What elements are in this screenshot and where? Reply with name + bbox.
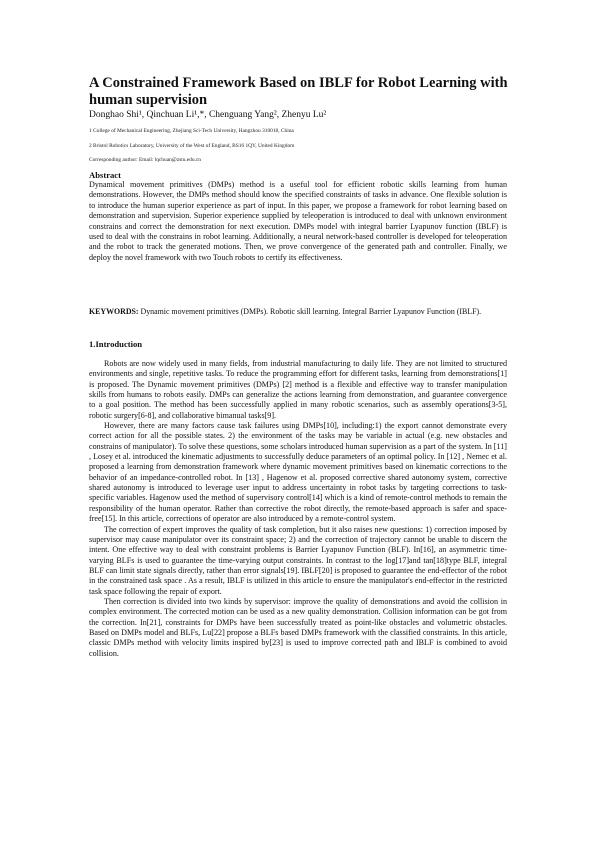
- abstract-text: Dynamical movement primitives (DMPs) method is a useful tool for efficient robotic skills learning from human demonstrations. However, the DMPs method should know the specified constraints of tasks in advance. One flexible solution is to introduce the human superior experience as part of input. In this paper, we propose a framework for robot learning based on demonstration and supervision. Superior experience supplied by teleoperation is introduced to deal with unknown environment constrains and correct the demonstration for next execution. DMPs model with integral barrier Lyapunov function (IBLF) is used to deal with the constrains in robot learning. Additionally, a neural network-based controller is developed for teleoperation and the robot to track the generated motions. Then, we prove convergence of the generated path and controller. Finally, we deploy the novel framework with two Touch robots to certify its effectiveness.: [89, 180, 507, 262]
- section-heading-introduction: 1.Introduction: [89, 339, 143, 349]
- paragraph: However, there are many factors cause task failures using DMPs[10], including:1) the export cannot demonstrate every correct action for all the possible states. 2) the environment of the tasks may be variable in actual (e.g. new obstacles and constrains of manipulator). To solve these questions, some scholars introduced human supervision as a part of the system. In [11] , Losey et al. introduced the kinematic adjustments to successfully deduce parameters of an optimal policy. In [12] , Nemec et al. proposed a learning from demonstration framework where dynamic movement primitives based on kinematic corrections to the behavior of an impedance-controlled robot. In [13] , Hagenow et al. proposed corrective shared autonomy system, corrective shared autonomy is introduced to leverage user input to address uncertainty in robot tasks by targeting corrections to task-specific variables. Hagenow used the method of supervisory control[14] which is a kind of remote-control methods to remain the responsibility of the human operator. Rather than corrective the robot directly, the remote-based approach is safer and space-free[15]. In this article, corrections of operator are also introduced by a remote-control system.: [89, 421, 507, 524]
- paragraph: Then correction is divided into two kinds by supervisor: improve the quality of demonstrations and avoid the collision in complex environment. The corrected motion can be used as a new quality demonstration. Collision information can be got from the correction. In[21], constraints for DMPs have been successfully treated as point-like obstacles and volumetric obstacles. Based on DMPs model and BLFs, Lu[22] propose a BLFs based DMPs framework with the classified constraints. In this article, classic DMPs method with velocity limits inspired by[23] is used to improve corrected path and IBLF is combined to avoid collision.: [89, 596, 507, 658]
- paragraph: Robots are now widely used in many fields, from industrial manufacturing to daily life. They are not limited to structured environments and single, repetitive tasks. To reduce the programming effort for different tasks, learning from demonstrations[1] is proposed. The Dynamic movement primitives (DMPs) [2] method is a flexible and effective way to transfer manipulation skills from humans to robots easily. DMPs can generalize the actions learning from demonstration, and guarantee convergence to a goal position. The method has been successfully applied in many robotic scenarios, such as assembly operations[3-5], robotic surgery[6-8], and collaborative bimanual tasks[9].: [89, 359, 507, 420]
- affiliation-1: 1 College of Mechanical Engineering, Zhejiang Sci-Tech University, Hangzhou 310018, China: [89, 128, 294, 134]
- keywords: [89, 307, 507, 317]
- keywords-text: Dynamic movement primitives (DMPs). Robotic skill learning. Integral Barrier Lyapunov Function (IBLF).: [140, 307, 482, 316]
- paragraph: The correction of expert improves the quality of task completion, but it also raises new questions: 1) correction imposed by supervisor may cause manipulator over its constraint space; 2) and the correction of trajectory cannot be unable to discern the intent. One effective way to deal with constraint problems is Barrier Lyapunov Function (BLF). In[16], an asymmetric time-varying BLFs is used to guarantee the time-varying output constraints. In contrast to the log[17]and tan[18]type BLF, integral BLF can limit state signals directly, rather than error signals[19]. IBLF[20] is proposed to guarantee the end-effector of the robot in the constrained task space . As a result, IBLF is utilized in this article to ensure the manipulator's end-effector in the restricted task space following the repair of export.: [89, 524, 507, 596]
- author-list: Donghao Shi¹, Qinchuan Li¹,*, Chenguang Yang², Zhenyu Lu²: [89, 110, 327, 120]
- corresponding-author: Corresponding author: Email: lqchuan@zstu.edu.cn: [89, 157, 202, 163]
- keywords-label: KEYWORDS:: [89, 307, 139, 316]
- affiliation-2: 2 Bristol Robotics Laboratory, University of the West of England, BS16 1QY, United Kingdom: [89, 143, 295, 149]
- abstract-heading: Abstract: [89, 170, 121, 180]
- introduction-body: [89, 359, 507, 659]
- paper-title: A Constrained Framework Based on IBLF for Robot Learning with human supervision: [89, 75, 508, 108]
